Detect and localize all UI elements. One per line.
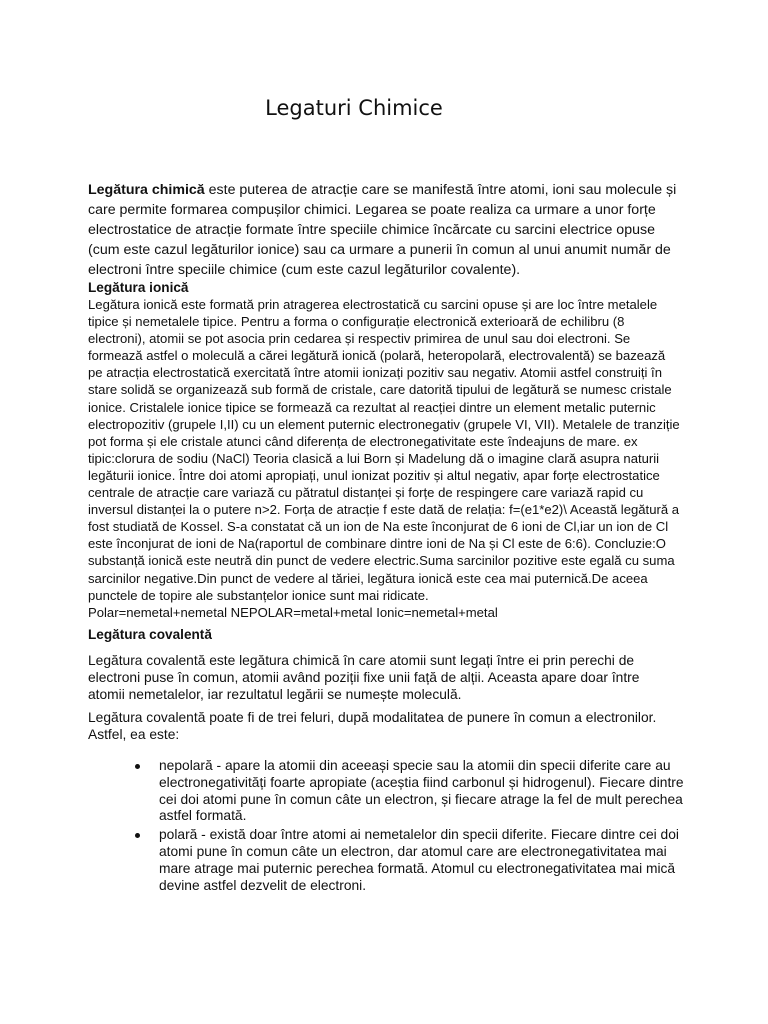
bullet-icon (135, 833, 140, 838)
covalent-paragraph-2: Legătura covalentă poate fi de trei feluri, după modalitatea de punere în comun a electronilor. Astfel, ea este: (88, 710, 657, 743)
covalent-heading: Legătura covalentă (88, 627, 212, 642)
list-item-text: polară - există doar între atomi ai nemetalelor din specii diferite. Fiecare dintre cei doi atomi pune în comun câte un electron, dar atomul care are electronegativitatea mai mare atrage mai puternic perechea formată. Atomul cu electronegativitatea mai mică devine astfel dezvelit de electroni. (159, 827, 679, 893)
list-item (88, 758, 688, 825)
ionic-formula-line: Polar=nemetal+nemetal NEPOLAR=metal+metal Ionic=nemetal+metal (88, 604, 498, 620)
bullet-icon (135, 764, 140, 769)
list-item (88, 827, 688, 894)
intro-paragraph (88, 180, 678, 280)
ionic-paragraph: Legătura ionică este formată prin atragerea electrostatică cu sarcini opuse și are loc între metalele tipice și nemetalele tipice. Pentru a forma o configurație electronică exterioară de echilibru (8 electroni), atomii se pot asocia prin cedarea și respectiv primirea de unul sau doi electroni. Se formează astfel o moleculă a cărei legătură ionică (polară, heteropolară, electrovalentă) se bazează pe atracția electrostatică exercitată între atomii ionizați pozitiv sau negativ. Atomii astfel construiți în stare solidă se organizează sub formă de cristale, care datorită tipului de legătură se numesc cristale ionice. Cristalele ionice tipice se formează ca rezultat al reacției dintre un element metalic puternic electropozitiv (grupele I,II) cu un element puternic electronegativ (grupele VI, VII). Metalele de tranziție pot forma și ele cristale atunci când diferența de electronegativitate este îndeajuns de mare. ex tipic:clorura de sodiu (NaCl) Teoria clasică a lui Born și Madelung dă o imagine clară asupra naturii legăturii ionice. Între doi atomi apropiați, unul ionizat pozitiv și altul negativ, apar forțe electrostatice centrale de atracție care variază cu pătratul distanței și forțe de respingere care variază rapid cu inversul distanței la o putere n>2. Forța de atracție f este dată de relația: f=(e1*e2)\ Această legătură a fost studiată de Kossel. S-a constatat că un ion de Na este înconjurat de 6 ioni de Cl,iar un ion de Cl este înconjurat de ioni de Na(raportul de combinare dintre ioni de Na și Cl este de 6:6). Concluzie:O substanță ionică este neutră din punct de vedere electric.Suma sarcinilor pozitive este egală cu suma sarcinilor negative.Din punct de vedere al tăriei, legătura ionică este cea mai puternică.De aceea punctele de topire ale substanțelor ionice sunt mai ridicate. (88, 297, 680, 603)
page-title: Legaturi Chimice (265, 96, 443, 120)
ionic-section (88, 296, 682, 621)
covalent-types-list (88, 758, 688, 896)
covalent-paragraph-1: Legătura covalentă este legătura chimică în care atomii sunt legați între ei prin perechi de electroni puse în comun, atomii având poziții fixe unii față de alții. Aceasta apare doar între atomii nemetalelor, iar rezultatul legării se numește moleculă. (88, 653, 640, 703)
ionic-heading: Legătura ionică (88, 280, 189, 295)
intro-text: este puterea de atracție care se manifestă între atomi, ioni sau molecule și care permite formarea compușilor chimici. Legarea se poate realiza ca urmare a unor forțe electrostatice de atracție formate între speciile chimice încărcate cu sarcini electrice opuse (cum este cazul legăturilor ionice) sau ca urmare a punerii în comun al unui anumit număr de electroni între speciile chimice (cum este cazul legăturilor covalente). (88, 182, 677, 278)
intro-term: Legătura chimică (88, 182, 205, 198)
list-item-text: nepolară - apare la atomii din aceeași specie sau la atomii din specii diferite care au electronegativități foarte apropiate (aceștia fiind carbonul și hidrogenul). Fiecare dintre cei doi atomi pune în comun câte un electron, și fiecare atrage la fel de mult perechea astfel formată. (159, 758, 684, 824)
